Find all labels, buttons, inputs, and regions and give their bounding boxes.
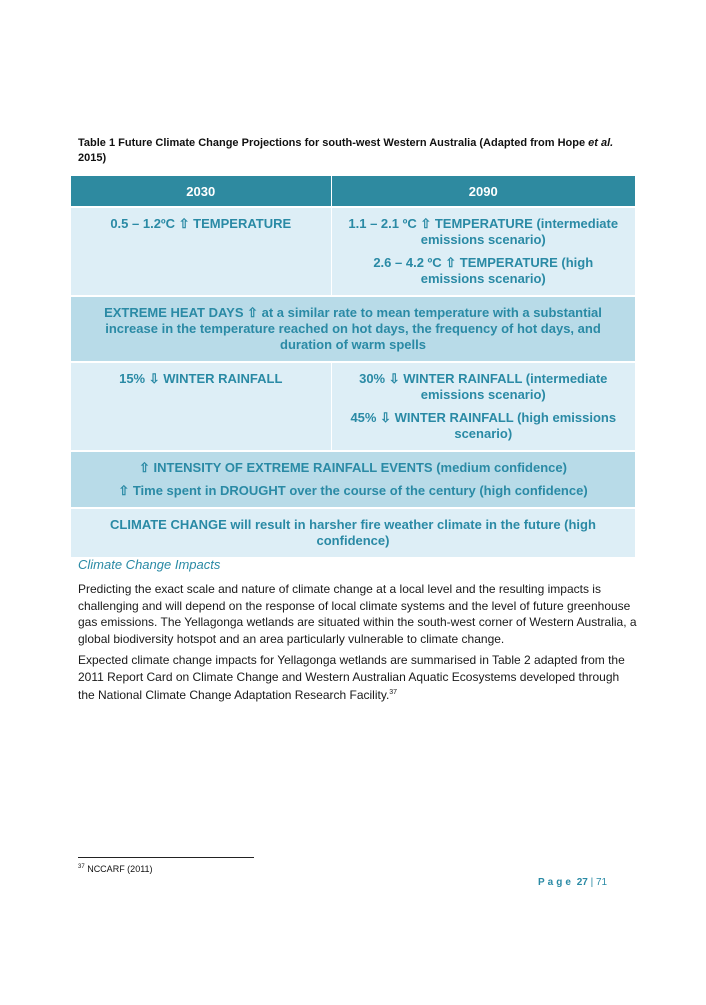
footnote-number: 37 xyxy=(78,864,85,870)
temp-2030-cell xyxy=(71,207,331,296)
caption-label: Table 1 Future Climate Change Projections for south-west Western Australia (Adapted from Hope xyxy=(78,137,589,149)
rainfall-2090-cell xyxy=(331,362,635,451)
page-number xyxy=(538,877,607,888)
extremes-cell xyxy=(71,451,635,508)
table-header-row xyxy=(71,176,635,207)
temp-2030-text: 0.5 – 1.2ºC ⇧ TEMPERATURE xyxy=(110,216,292,231)
footnote-divider xyxy=(78,857,254,858)
caption-suffix: 2015) xyxy=(78,152,107,164)
footnote-ref: 37 xyxy=(389,689,398,696)
footnote xyxy=(78,864,153,874)
page-separator: | xyxy=(587,877,596,888)
table-row xyxy=(71,362,635,451)
table-row xyxy=(71,207,635,296)
section-heading: Climate Change Impacts xyxy=(78,557,221,572)
header-2030: 2030 xyxy=(71,176,331,207)
paragraph-predicting: Predicting the exact scale and nature of climate change at a local level and the resulting impacts is challenging and will depend on the response of local climate systems and the level of future greenhouse gas emissions. The Yellagonga wetlands are situated within the south-west corner of Western Australia, a global biodiversity hotspot and an area particularly vulnerable to climate change. xyxy=(78,582,637,646)
rainfall-2030-text: 15% ⇩ WINTER RAINFALL xyxy=(119,371,283,386)
temp-2090-intermediate: 1.1 – 2.1 ºC ⇧ TEMPERATURE (intermediate emissions scenario) xyxy=(348,216,619,247)
temp-2090-cell xyxy=(331,207,635,296)
paragraph-expected-text: Expected climate change impacts for Yellagonga wetlands are summarised in Table 2 adapted from the 2011 Report Card on Climate Change and Western Australian Aquatic Ecosystems developed through the National Climate Change Adaptation Research Facility. xyxy=(78,653,625,702)
table-caption xyxy=(78,136,634,166)
table-row xyxy=(71,296,635,362)
rainfall-2090-high: 45% ⇩ WINTER RAINFALL (high emissions scenario) xyxy=(350,410,617,441)
page-word: Page xyxy=(538,877,574,888)
rainfall-2030-cell xyxy=(71,362,331,451)
caption-italic: et al. xyxy=(588,137,614,149)
heat-days-cell xyxy=(71,296,635,362)
header-2090: 2090 xyxy=(331,176,635,207)
fire-weather-cell xyxy=(71,508,635,557)
footnote-text: NCCARF (2011) xyxy=(84,864,153,874)
temp-2090-high: 2.6 – 4.2 ºC ⇧ TEMPERATURE (high emissions scenario) xyxy=(373,255,594,286)
table-row xyxy=(71,451,635,508)
page-total: 71 xyxy=(595,877,608,888)
paragraph-expected xyxy=(78,652,638,704)
drought-text: ⇧ Time spent in DROUGHT over the course of the century (high confidence) xyxy=(118,483,588,498)
page-current: 27 xyxy=(576,877,588,888)
fire-weather-text: CLIMATE CHANGE will result in harsher fire weather climate in the future (high confidence) xyxy=(110,517,596,548)
heat-days-text: EXTREME HEAT DAYS ⇧ at a similar rate to mean temperature with a substantial increase in the temperature reached on hot days, the frequency of hot days, and duration of warm spells xyxy=(104,305,602,352)
projections-table xyxy=(71,176,635,557)
rainfall-2090-intermediate: 30% ⇩ WINTER RAINFALL (intermediate emissions scenario) xyxy=(359,371,608,402)
table-row xyxy=(71,508,635,557)
extreme-rainfall-text: ⇧ INTENSITY OF EXTREME RAINFALL EVENTS (medium confidence) xyxy=(139,460,567,475)
